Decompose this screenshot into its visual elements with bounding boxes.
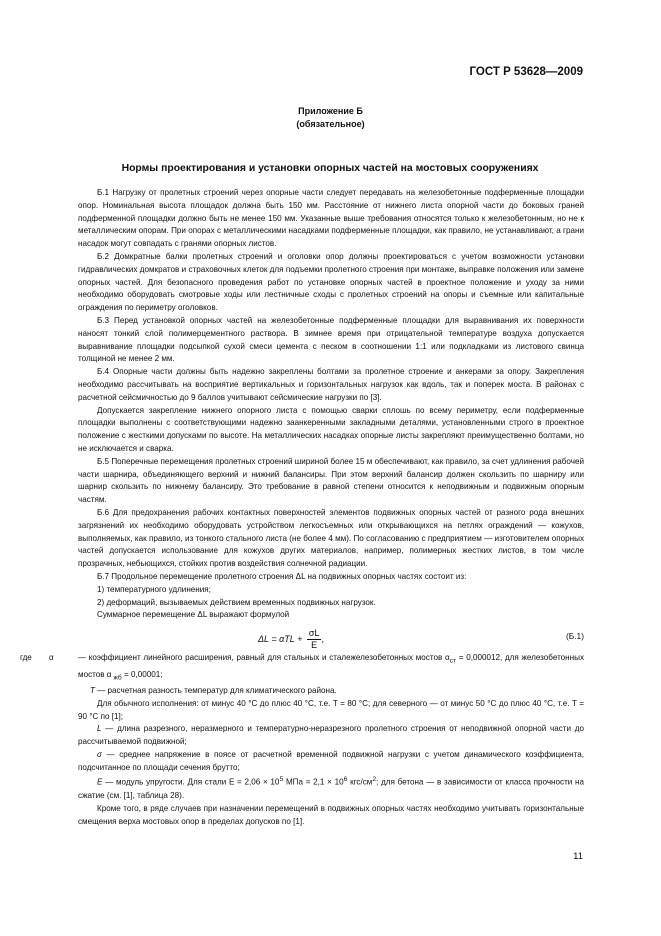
- paragraph-b1: Б.1 Нагрузку от пролетных строений через опорные части следует передавать на железобетонные подферменные площадки опор. Номинальная высота площадок должна быть 150 мм. Расстояние от нижнего листа опорной части до боковых граней подферменной площадки должно быть не менее 150 мм. Указанные выше требования относятся только к железобетонным, но не к металлическим опорам. При опорах с металлическими насадками подферменные площадки, как правило, не устанавливают, а грани насадок могут совпадать с гранями опорных листов.: [78, 188, 584, 249]
- sum-intro: Суммарное перемещение ΔL выражают формулой: [97, 610, 290, 620]
- paragraph-b4-continued: Допускается закрепление нижнего опорного листа с помощью сварки сплошь по всему периметру, если подферменные площадки выполнены с соответствующими надежно заанкеренными закладными деталями, установленными строго в проектное положение с жесткими допусками по высоте. На металлических насадках опорные листы закрепляют преимущественно болтами, но не исключается и сварка.: [78, 405, 584, 453]
- paragraph-b6: Б.6 Для предохранения рабочих контактных поверхностей элементов подвижных опорных частей от разного рода внешних загрязнений их необходимо оборудовать устройством легкосъемных или открывающихся на петлях ограждений — кожухов, выполняемых, как правило, из тонкого стального листа (не более 4 мм). По согласованию с предприятием — изготовителем опорных частей допускается использование для кожухов других материалов, например, полимерных жестких листов, в том числе прозрачных, небьющихся, стойких против воздействия солнечной радиации.: [78, 507, 584, 569]
- formula-lhs: ΔL = αTL +: [258, 633, 303, 644]
- list-item-1: 1) температурного удлинения;: [97, 584, 211, 594]
- definition-alpha: [20, 652, 584, 685]
- appendix-title: Приложение Б: [298, 106, 363, 116]
- formula-expression: [258, 628, 324, 651]
- appendix-status: (обязательное): [296, 119, 365, 129]
- usual-execution: Для обычного исполнения: от минус 40 °С до плюс 40 °С, т.е. T = 80 °С; для северного — от минус 50 °С до плюс 40 °С, т.е. T = 90 °С по [1];: [78, 698, 584, 721]
- T-definition: T — расчетная разность температур для климатического района.: [90, 685, 337, 695]
- paragraph-b3: Б.3 Перед установкой опорных частей на железобетонные подферменные площадки для выравнивания их поверхности наносят тонкий слой полимерцементного раствора. В зимнее время при отрицательной температуре воздуха допускается выравнивание площадки подсыпкой сухой смеси цемента с песком в соотношении 1:1 или подкладками из листового свинца толщиной не менее 2 мм.: [78, 315, 584, 364]
- paragraph-b7: Б.7 Продольное перемещение пролетного строения ΔL на подвижных опорных частях состоит из:: [97, 571, 467, 581]
- document-body: [20, 187, 585, 828]
- final-paragraph: Кроме того, в ряде случаев при назначении перемещений в подвижных опорных частях необходимо учитывать горизонтальные смещения верха мостовых опор в пределах допусков по [1].: [78, 803, 584, 826]
- formula-denominator: E: [311, 640, 318, 651]
- formula-trail: ,: [321, 633, 324, 644]
- L-definition: L — длина разрезного, неразмерного и температурно-неразрезного пролетного строения от неподвижной опорной части до рассчитываемой подвижной;: [78, 724, 584, 747]
- alpha-symbol: α: [49, 653, 54, 663]
- where-label: где: [20, 653, 32, 663]
- paragraph-b4: Б.4 Опорные части должны быть надежно закреплены болтами за пролетное строение и анкерами за опору. Закрепления необходимо рассчитывать на восприятие вертикальных и горизонтальных нагрузок как вдоль, так и поперек моста. В районах с расчетной сейсмичностью до 9 баллов учитывают сейсмические нагрузки по [3].: [78, 367, 584, 402]
- section-title: Нормы проектирования и установки опорных частей на мостовых сооружениях: [121, 163, 539, 174]
- paragraph-b2: Б.2 Домкратные балки пролетных строений и оголовки опор должны проектироваться с учетом возможности установки гидравлических домкратов и страховочных клеток для подъемки пролетного строения при монтаже, выправке положения или замене опорных частей. Для безопасного проведения работ по установке опорных частей в проектное положение и уходу за ними необходимо оборудовать смотровые ходы или лестничные сходы с пролетных строений на опоры и съемные или капитальные ограждения по периметру оголовков.: [78, 251, 584, 313]
- page-number: 11: [573, 851, 583, 862]
- formula-b1: [78, 622, 584, 652]
- E-definition: E — модуль упругости. Для стали $E = 2,06 \times 10^5$ МПа = $2,1 \times 10^6$ кгс/$см^2$; для бетона — в зависимости от класса прочности на сжатие (см. [1], таблица 28).: [78, 776, 585, 800]
- formula-numerator: σL: [308, 628, 320, 639]
- paragraph-b5: Б.5 Поперечные перемещения пролетных строений шириной более 15 м обеспечивают, как правило, за счет удлинения рабочей части шарнира, объединяющего верхний и нижний балансиры. При этом верхний балансир должен скользить по шарниру или шарнир скользить по нижнему балансиру. Это требование в равной степени относится к неподвижным и подвижным опорным частям.: [78, 456, 584, 505]
- formula-fraction: [307, 628, 322, 651]
- sigma-definition: σ — среднее напряжение в поясе от расчетной временной подвижной нагрузки с учетом динамического коэффициента, подсчитанное по площади сечения брутто;: [78, 749, 584, 772]
- formula-number: (Б.1): [565, 631, 584, 642]
- list-item-2: 2) деформаций, вызываемых действием временных подвижных нагрузок.: [97, 597, 376, 607]
- standard-number: ГОСТ Р 53628—2009: [469, 66, 583, 78]
- alpha-definition: — коэффициент линейного расширения, равный для стальных и сталежелезобетонных мостов $\alpha_{ст} = 0,000012$, для железобетонных мостов α $_{жб}$ = 0,00001;: [78, 653, 584, 682]
